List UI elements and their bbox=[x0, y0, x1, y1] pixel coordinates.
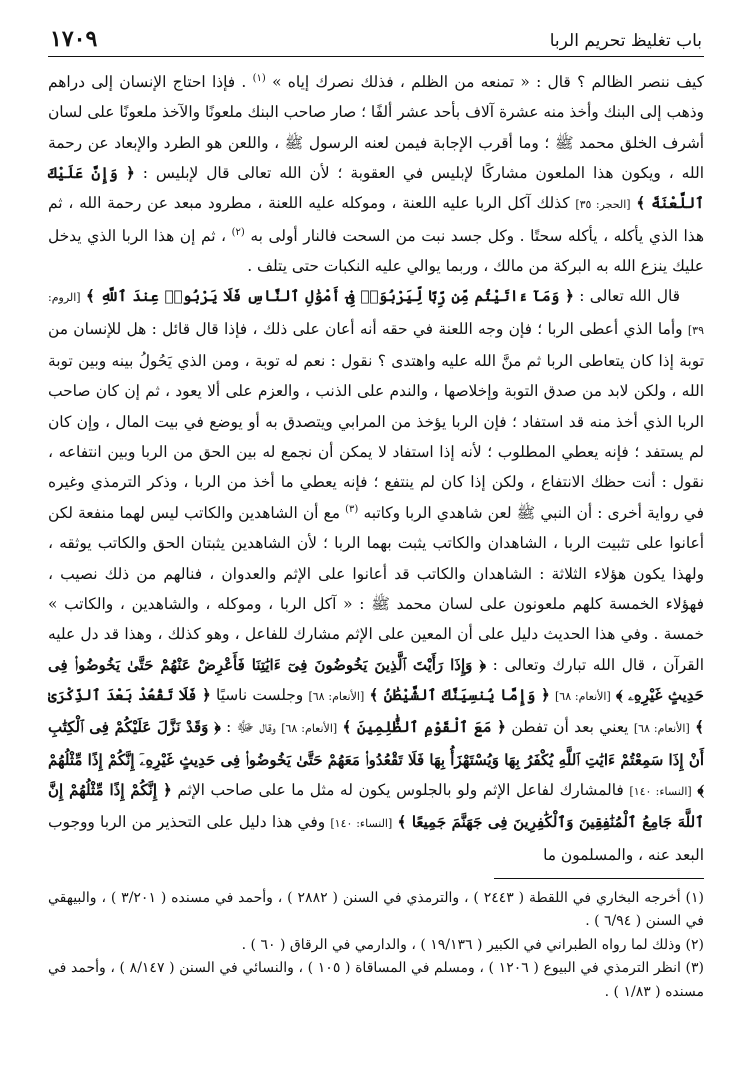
chapter-title: باب تغليظ تحريم الربا bbox=[549, 31, 702, 51]
verse-citation: [الأنعام: ٦٨] bbox=[308, 689, 365, 703]
footnote-1: (١) أخرجه البخاري في اللقطة ( ٢٤٤٣ ) ، والترمذي في السنن ( ٢٨٨٢ ) ، وأحمد في مسنده ( ٣/٢٠١ ) ، والبيهقي في السنن ( ٦/٩٤ ) . bbox=[48, 889, 705, 930]
quran-verse: ﴿ فَلَا تَقْعُدْ بَعْدَ ٱلذِّكْرَىٰ ﴾ bbox=[48, 685, 704, 737]
text-run: يعني بعد أن تفطن bbox=[511, 718, 629, 737]
verse-citation: [الأنعام: ٦٨] bbox=[554, 689, 611, 703]
verse-citation: [النساء: ١٤٠] bbox=[629, 784, 692, 798]
verse-citation: [الأنعام: ٦٨] bbox=[633, 722, 690, 736]
running-header bbox=[48, 26, 704, 57]
text-run: وأما الذي أعطى الربا ؛ فإن وجه اللعنة في حقه أنه أعان على ذلك ، فإذا قال قائل : هل للإنسان من توبة إذا كان يتعاطى الربا ثم منَّ الله عليه واهتدى ؟ نقول : نعم له توبة ، ومن الذي يَحُولُ بينه وبين توبة الله ، ولكن لابد من صدق التوبة وإخلاصها ، والندم على الذنب ، والعزم على ألا يعود ، ثم إن كان صاحب الربا الذي أخذ منه قد استفاد ؛ فإن الربا يؤخذ من المرابي ويتصدق به أو يوضع في بيت المال ، وإن كان لم يستفد ؛ فإنه يعطي المطلوب ؛ لأنه إذا استفاد لا يمكن أن نجمع له بين الحق من الربا وبين انتفاعه ، نقول : أنت حظك الانتفاع ، ولكن إذا كان لم ينتفع ؛ فإنه يعطي ما أخذ من الربا ، وذكر الترمذي وغيره في رواية أخرى : أن النبي ﷺ لعن شاهدي الربا وكاتبه bbox=[48, 319, 704, 522]
paragraph-2 bbox=[48, 281, 704, 870]
text-run: قال الله تعالى : bbox=[579, 287, 680, 306]
quran-verse: ﴿ إِنَّكُمْ إِذًا مِّثْلُهُمْ إِنَّ ٱللَّهَ جَامِعُ ٱلْمُنَٰفِقِينَ وَٱلْكَٰفِرِينَ فِى جَهَنَّمَ جَمِيعًا ﴾ bbox=[48, 780, 704, 832]
verse-citation: [الروم: ٣٩] bbox=[48, 291, 704, 337]
footnote-ref-3: (٣) bbox=[345, 503, 359, 515]
footnote-2: (٢) وذلك لما رواه الطبراني في الكبير ( ١٩/١٣٦ ) ، والدارمي في الرقاق ( ٦٠ ) . bbox=[241, 936, 704, 953]
footnotes bbox=[48, 887, 704, 1005]
verse-citation: [الحجر: ٣٥] bbox=[575, 198, 631, 212]
quran-verse: ﴿ وَقَدْ نَزَّلَ عَلَيْكُمْ فِى ٱلْكِتَٰبِ أَنْ إِذَا سَمِعْتُمْ ءَايَٰتِ ٱللَّهِ يُكْفَرُ بِهَا وَيُسْتَهْزَأُ بِهَا فَلَا تَقْعُدُوا۟ مَعَهُمْ حَتَّىٰ يَخُوضُوا۟ فِى حَدِيثٍ غَيْرِهِۦٓ إِنَّكُمْ إِذًا مِّثْلُهُمْ ﴾ bbox=[48, 718, 704, 799]
footnote-3: (٣) انظر الترمذي في البيوع ( ١٢٠٦ ) ، ومسلم في المساقاة ( ١٠٥ ) ، والنسائي في السنن ( ٨/١٤٧ ) ، وأحمد في مسنده ( ١/٨٣ ) . bbox=[48, 960, 704, 1000]
quran-verse: ﴿ وَإِنَّ عَلَيْكَ ٱللَّعْنَةَ ﴾ bbox=[48, 164, 704, 213]
quran-verse: ﴿ وَمَآ ءَاتَيْتُم مِّن رِّبًا لِّيَرْبُوَا۟ فِىٓ أَمْوَٰلِ ٱلنَّاسِ فَلَا يَرْبُوا۟ عِندَ ٱللَّهِ ﴾ bbox=[85, 287, 574, 306]
text-run: وجلست ناسيًا bbox=[215, 685, 304, 704]
text-run: كذلك آكل الربا عليه اللعنة ، وموكله عليه اللعنة ، مطرود مبعد عن رحمة الله ، ثم هذا الذي يأكله ، يأكله سحتًا . وكل جسد نبت من السحت فالنار أولى به bbox=[48, 194, 704, 245]
footnote-divider bbox=[494, 878, 704, 879]
verse-citation: [الأنعام: ٦٨] bbox=[281, 722, 338, 736]
verse-citation: [النساء: ١٤٠] bbox=[330, 817, 393, 831]
footnote-ref-2: (٢) bbox=[231, 226, 245, 238]
text-run: كيف ننصر الظالم ؟ قال : « تمنعه من الظلم ، فذلك نصرك إياه » bbox=[272, 73, 704, 91]
main-text bbox=[48, 67, 704, 870]
text-run: وقال ﷻ : bbox=[226, 718, 276, 737]
text-run: ، ثم إن هذا الربا الذي يدخل عليك ينزع الله به البركة من مالك ، وربما يوالي عليه النكبات حتى يتلف . bbox=[48, 226, 704, 276]
text-run: . فإذا احتاج الإنسان إلى دراهم وذهب إلى البنك وأخذ منه عشرة آلاف بأحد عشر ألفًا ؛ صار صاحب البنك ملعونًا والآخذ ملعونًا على لسان أشرف الخلق محمد ﷺ ؛ وما أقرب الإجابة فيمن لعنه الرسول ﷺ ، واللعن هو الطرد والإبعاد عن رحمة الله ، ويكون هذا الملعون مشاركًا لإبليس في العقوبة ؛ لأن الله تعالى قال لإبليس : bbox=[48, 73, 704, 183]
quran-verse: ﴿ وَإِمَّا يُنسِيَنَّكَ ٱلشَّيْطَٰنُ ﴾ bbox=[369, 685, 550, 704]
text-run: فالمشارك لفاعل الإثم ولو بالجلوس يكون له مثل ما على صاحب الإثم bbox=[177, 780, 624, 799]
text-run: مع أن الشاهدين والكاتب ليس لهما منفعة لكن أعانوا على تثبيت الربا ، الشاهدان والكاتب يثبت بهما الربا ؛ لأن الشاهدين يثبتان الحق والكاتب يوثقه ، ولهذا يكون هؤلاء الثلاثة : الشاهدان والكاتب قد أعانوا على الإثم والعدوان ، فنالهم من ذلك نصيب ، فهؤلاء الخمسة كلهم ملعونون على لسان محمد ﷺ : « آكل الربا ، وموكله ، والشاهدين ، والكاتب » خمسة . وفي هذا الحديث دليل على أن المعين على الإثم مشارك للفاعل ، وهو كذلك ، وهذا قد دل عليه القرآن ، قال الله تبارك وتعالى : bbox=[48, 503, 704, 674]
quran-verse: ﴿ مَعَ ٱلْقَوْمِ ٱلظَّٰلِمِينَ ﴾ bbox=[342, 718, 506, 737]
page-number: ١٧٠٩ bbox=[50, 26, 98, 52]
footnote-ref-1: (١) bbox=[252, 72, 266, 84]
text-run: وفي هذا دليل على التحذير من الربا ووجوب البعد عنه ، والمسلمون ما bbox=[48, 813, 704, 864]
quran-verse: ﴿ وَإِذَا رَأَيْتَ ٱلَّذِينَ يَخُوضُونَ فِىٓ ءَايَٰتِنَا فَأَعْرِضْ عَنْهُمْ حَتَّىٰ يَخُوضُوا۟ فِى حَدِيثٍ غَيْرِهِۦ ﴾ bbox=[48, 655, 704, 704]
paragraph-1 bbox=[48, 67, 704, 281]
